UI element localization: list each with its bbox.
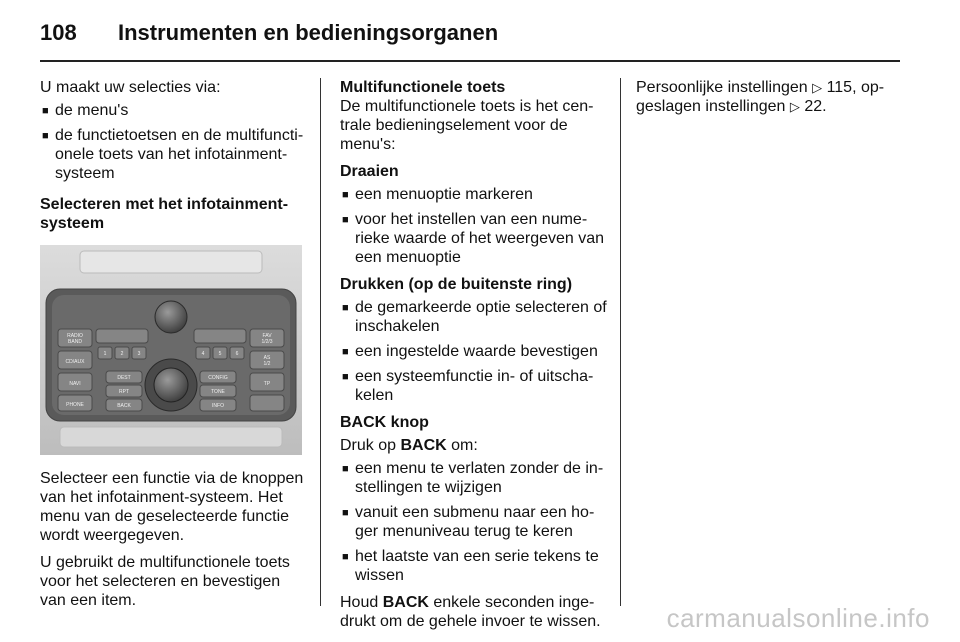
- svg-text:FAV: FAV: [262, 333, 272, 339]
- page-reference-icon: ▷: [789, 99, 800, 114]
- bullet-icon: ■: [342, 302, 349, 314]
- svg-text:1: 1: [103, 351, 107, 357]
- svg-text:AS: AS: [263, 355, 271, 361]
- list-item: ■ een menu te verlaten zonder de in-stellingen te wijzigen: [342, 460, 604, 496]
- bullet-icon: ■: [342, 507, 349, 519]
- subheading: Drukken (op de buitenste ring): [340, 276, 573, 293]
- svg-text:TONE: TONE: [211, 389, 225, 395]
- subheading: BACK knop: [340, 414, 429, 431]
- list-item: ■ een menuoptie markeren: [342, 186, 533, 203]
- column-divider: [620, 78, 621, 606]
- bullet-icon: ■: [42, 130, 49, 142]
- list-item: ■ de menu's: [42, 102, 129, 119]
- header-rule: [40, 60, 900, 62]
- watermark: carmanualsonline.info: [666, 603, 930, 633]
- svg-text:4: 4: [201, 351, 205, 357]
- bullet-icon: ■: [42, 105, 49, 117]
- list-item: ■ voor het instellen van een nume-rieke waarde of het weergeven van een menuoptie: [342, 211, 605, 266]
- svg-text:RPT: RPT: [119, 389, 129, 395]
- page-header: [40, 18, 498, 48]
- bullet-icon: ■: [342, 346, 349, 358]
- page-number: 108: [40, 20, 77, 45]
- svg-text:3: 3: [137, 351, 141, 357]
- section-heading: Multifunctionele toets: [340, 79, 506, 96]
- svg-text:NAVI: NAVI: [69, 381, 81, 387]
- infotainment-panel-image: [40, 245, 302, 455]
- turn-list: [340, 185, 608, 267]
- svg-text:TP: TP: [263, 381, 271, 387]
- svg-text:2: 2: [120, 351, 124, 357]
- svg-text:5: 5: [218, 351, 222, 357]
- intro-text: U maakt uw selecties via:: [40, 79, 221, 96]
- column-3: [636, 78, 896, 124]
- svg-text:DEST: DEST: [117, 375, 131, 381]
- svg-text:RADIO: RADIO: [67, 333, 83, 339]
- page-title: Instrumenten en bedieningsorganen: [118, 20, 499, 45]
- list-item: ■ de functietoetsen en de multifuncti-onele toets van het infotainment-systeem: [42, 127, 304, 182]
- svg-text:INFO: INFO: [212, 403, 224, 409]
- page-reference[interactable]: 115: [826, 79, 853, 96]
- list-item: ■ de gemarkeerde optie selecteren of inschakelen: [342, 299, 607, 335]
- paragraph: Selecteer een functie via de knoppen van het infotainment-systeem. Het menu van de geselecteerde functie wordt weergegeven.: [40, 470, 304, 544]
- page-reference-icon: ▷: [812, 80, 823, 95]
- bullet-icon: ■: [342, 189, 349, 201]
- svg-text:CD/AUX: CD/AUX: [65, 359, 85, 365]
- list-item: ■ een systeemfunctie in- of uitscha-kelen: [342, 368, 594, 404]
- svg-text:BAND: BAND: [68, 339, 82, 345]
- list-item: ■ een ingestelde waarde bevestigen: [342, 343, 598, 360]
- svg-text:1/2/3: 1/2/3: [261, 339, 273, 345]
- subheading: Draaien: [340, 163, 399, 180]
- svg-text:PHONE: PHONE: [66, 402, 84, 408]
- bullet-icon: ■: [342, 551, 349, 563]
- svg-text:6: 6: [235, 351, 239, 357]
- paragraph: Persoonlijke instellingen ▷ 115, op-geslagen instellingen ▷ 22.: [636, 79, 885, 115]
- svg-text:BACK: BACK: [117, 403, 131, 409]
- back-list: [340, 459, 608, 585]
- press-list: [340, 298, 608, 405]
- svg-text:1/2: 1/2: [263, 361, 271, 367]
- page-reference[interactable]: 22: [804, 98, 823, 115]
- paragraph: De multifunctionele toets is het cen-trale bedieningselement voor de menu's:: [340, 98, 594, 153]
- intro-list: [40, 101, 306, 183]
- paragraph: Houd BACK enkele seconden inge-drukt om de gehele invoer te wissen.: [340, 594, 601, 630]
- bullet-icon: ■: [342, 214, 349, 226]
- list-item: ■ het laatste van een serie tekens te wissen: [342, 548, 599, 584]
- svg-text:CONFIG: CONFIG: [208, 375, 228, 381]
- paragraph: U gebruikt de multifunctionele toets voor het selecteren en bevestigen van een item.: [40, 554, 290, 609]
- list-item: ■ vanuit een submenu naar een ho-ger menuniveau terug te keren: [342, 504, 595, 540]
- paragraph: Druk op BACK om:: [340, 437, 478, 454]
- section-heading: Selecteren met het infotainment-systeem: [40, 196, 289, 232]
- bullet-icon: ■: [342, 371, 349, 383]
- column-2: [340, 78, 608, 639]
- column-1: [40, 78, 306, 618]
- column-divider: [320, 78, 321, 606]
- bullet-icon: ■: [342, 463, 349, 475]
